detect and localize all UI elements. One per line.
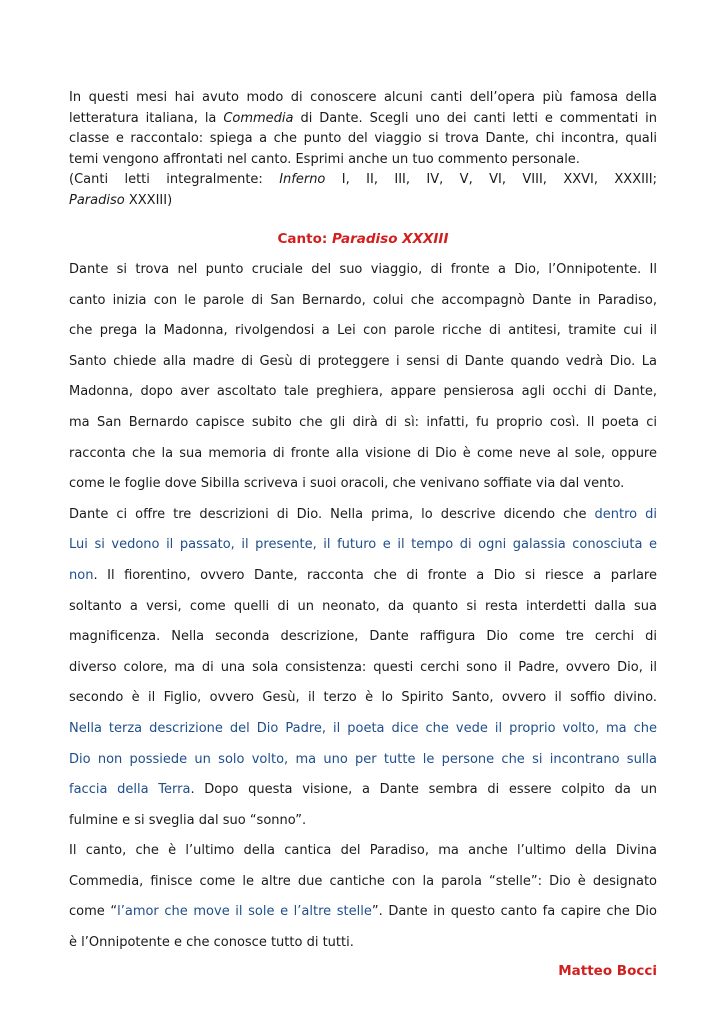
body-line: Madonna, dopo aver ascoltato tale preghiera, appare pensierosa agli occhi di Dante, xyxy=(69,384,657,400)
prompt-line: (Canti letti integralmente: Inferno I, II, III, IV, V, VI, VIII, XXVI, XXXIII; xyxy=(69,172,657,187)
essay-body xyxy=(69,255,657,959)
quote-highlight: Nella terza descrizione del Dio Padre, il poeta dice che vede il proprio volto, ma che xyxy=(69,720,657,736)
prompt-line: In questi mesi hai avuto modo di conoscere alcuni canti dell’opera più famosa della xyxy=(69,90,657,105)
body-line: non. Il fiorentino, ovvero Dante, racconta che di fronte a Dio si riesce a parlare xyxy=(69,567,657,583)
body-line: Dante ci offre tre descrizioni di Dio. Nella prima, lo descrive dicendo che dentro di xyxy=(69,506,657,522)
body-line: come le foglie dove Sibilla scriveva i suoi oracoli, che venivano soffiate via dal vento. xyxy=(69,476,625,492)
body-line: magnificenza. Nella seconda descrizione, Dante raffigura Dio come tre cerchi di xyxy=(69,629,657,645)
inferno-italic: Inferno xyxy=(279,172,326,187)
body-line: Il canto, che è l’ultimo della cantica del Paradiso, ma anche l’ultimo della Divina xyxy=(69,843,657,859)
quote-highlight: dentro di xyxy=(594,506,657,522)
paragraph-3 xyxy=(69,836,657,958)
quote-highlight: non xyxy=(69,567,94,583)
body-line: diverso colore, ma di una sola consistenza: questi cerchi sono il Padre, ovvero Dio, il xyxy=(69,659,657,675)
body-line: secondo è il Figlio, ovvero Gesù, il terzo è lo Spirito Santo, ovvero il soffio divino. xyxy=(69,690,657,706)
paradiso-italic: Paradiso xyxy=(69,192,125,208)
body-line: racconta che la sua memoria di fronte alla visione di Dio è come neve al sole, oppure xyxy=(69,445,657,461)
quote-highlight: l’amor che move il sole e l’altre stelle xyxy=(117,904,372,920)
body-line: Commedia, finisce come le altre due cantiche con la parola “stelle”: Dio è designato xyxy=(69,873,657,889)
paragraph-2 xyxy=(69,500,657,837)
prompt-line: letteratura italiana, la Commedia di Dante. Scegli uno dei canti letti e commentati in xyxy=(69,110,657,126)
author-signature: Matteo Bocci xyxy=(558,963,657,979)
canto-name: Paradiso XXXIII xyxy=(331,231,449,247)
body-line: come “l’amor che move il sole e l’altre stelle”. Dante in questo canto fa capire che Dio xyxy=(69,904,657,920)
body-line: fulmine e si sveglia dal suo “sonno”. xyxy=(69,812,307,828)
body-line: Santo chiede alla madre di Gesù di proteggere i sensi di Dante quando vedrà Dio. La xyxy=(69,353,657,369)
quote-highlight: faccia della Terra xyxy=(69,782,191,798)
body-line: è l’Onnipotente e che conosce tutto di tutti. xyxy=(69,935,354,951)
canto-title: Canto: Paradiso XXXIII xyxy=(277,231,449,247)
commedia-italic: Commedia xyxy=(223,110,294,126)
body-line: ma San Bernardo capisce subito che gli dirà di sì: infatti, fu proprio così. Il poeta ci xyxy=(69,414,657,430)
prompt-line: temi vengono affrontati nel canto. Esprimi anche un tuo commento personale. xyxy=(69,151,580,167)
document-page xyxy=(69,88,657,959)
quote-highlight: Dio non possiede un solo volto, ma uno per tutte le persone che si incontrano sulla xyxy=(69,751,657,767)
body-line: soltanto a versi, come quelli di un neonato, da quanto si resta interdetti dalla sua xyxy=(69,598,657,614)
body-line: faccia della Terra. Dopo questa visione, a Dante sembra di essere colpito da un xyxy=(69,782,657,798)
body-line: Dante si trova nel punto cruciale del suo viaggio, di fronte a Dio, l’Onnipotente. Il xyxy=(69,262,657,277)
prompt-line: classe e raccontalo: spiega a che punto del viaggio si trova Dante, chi incontra, quali xyxy=(69,131,657,146)
body-line: che prega la Madonna, rivolgendosi a Lei con parole ricche di antitesi, tramite cui il xyxy=(69,323,657,339)
body-line: canto inizia con le parole di San Bernardo, colui che accompagnò Dante in Paradiso, xyxy=(69,292,657,308)
assignment-prompt xyxy=(69,88,657,211)
quote-highlight: Lui si vedono il passato, il presente, il futuro e il tempo di ogni galassia conosciuta e xyxy=(69,537,657,553)
prompt-line: Paradiso XXXIII) xyxy=(69,192,173,208)
paragraph-1 xyxy=(69,255,657,500)
